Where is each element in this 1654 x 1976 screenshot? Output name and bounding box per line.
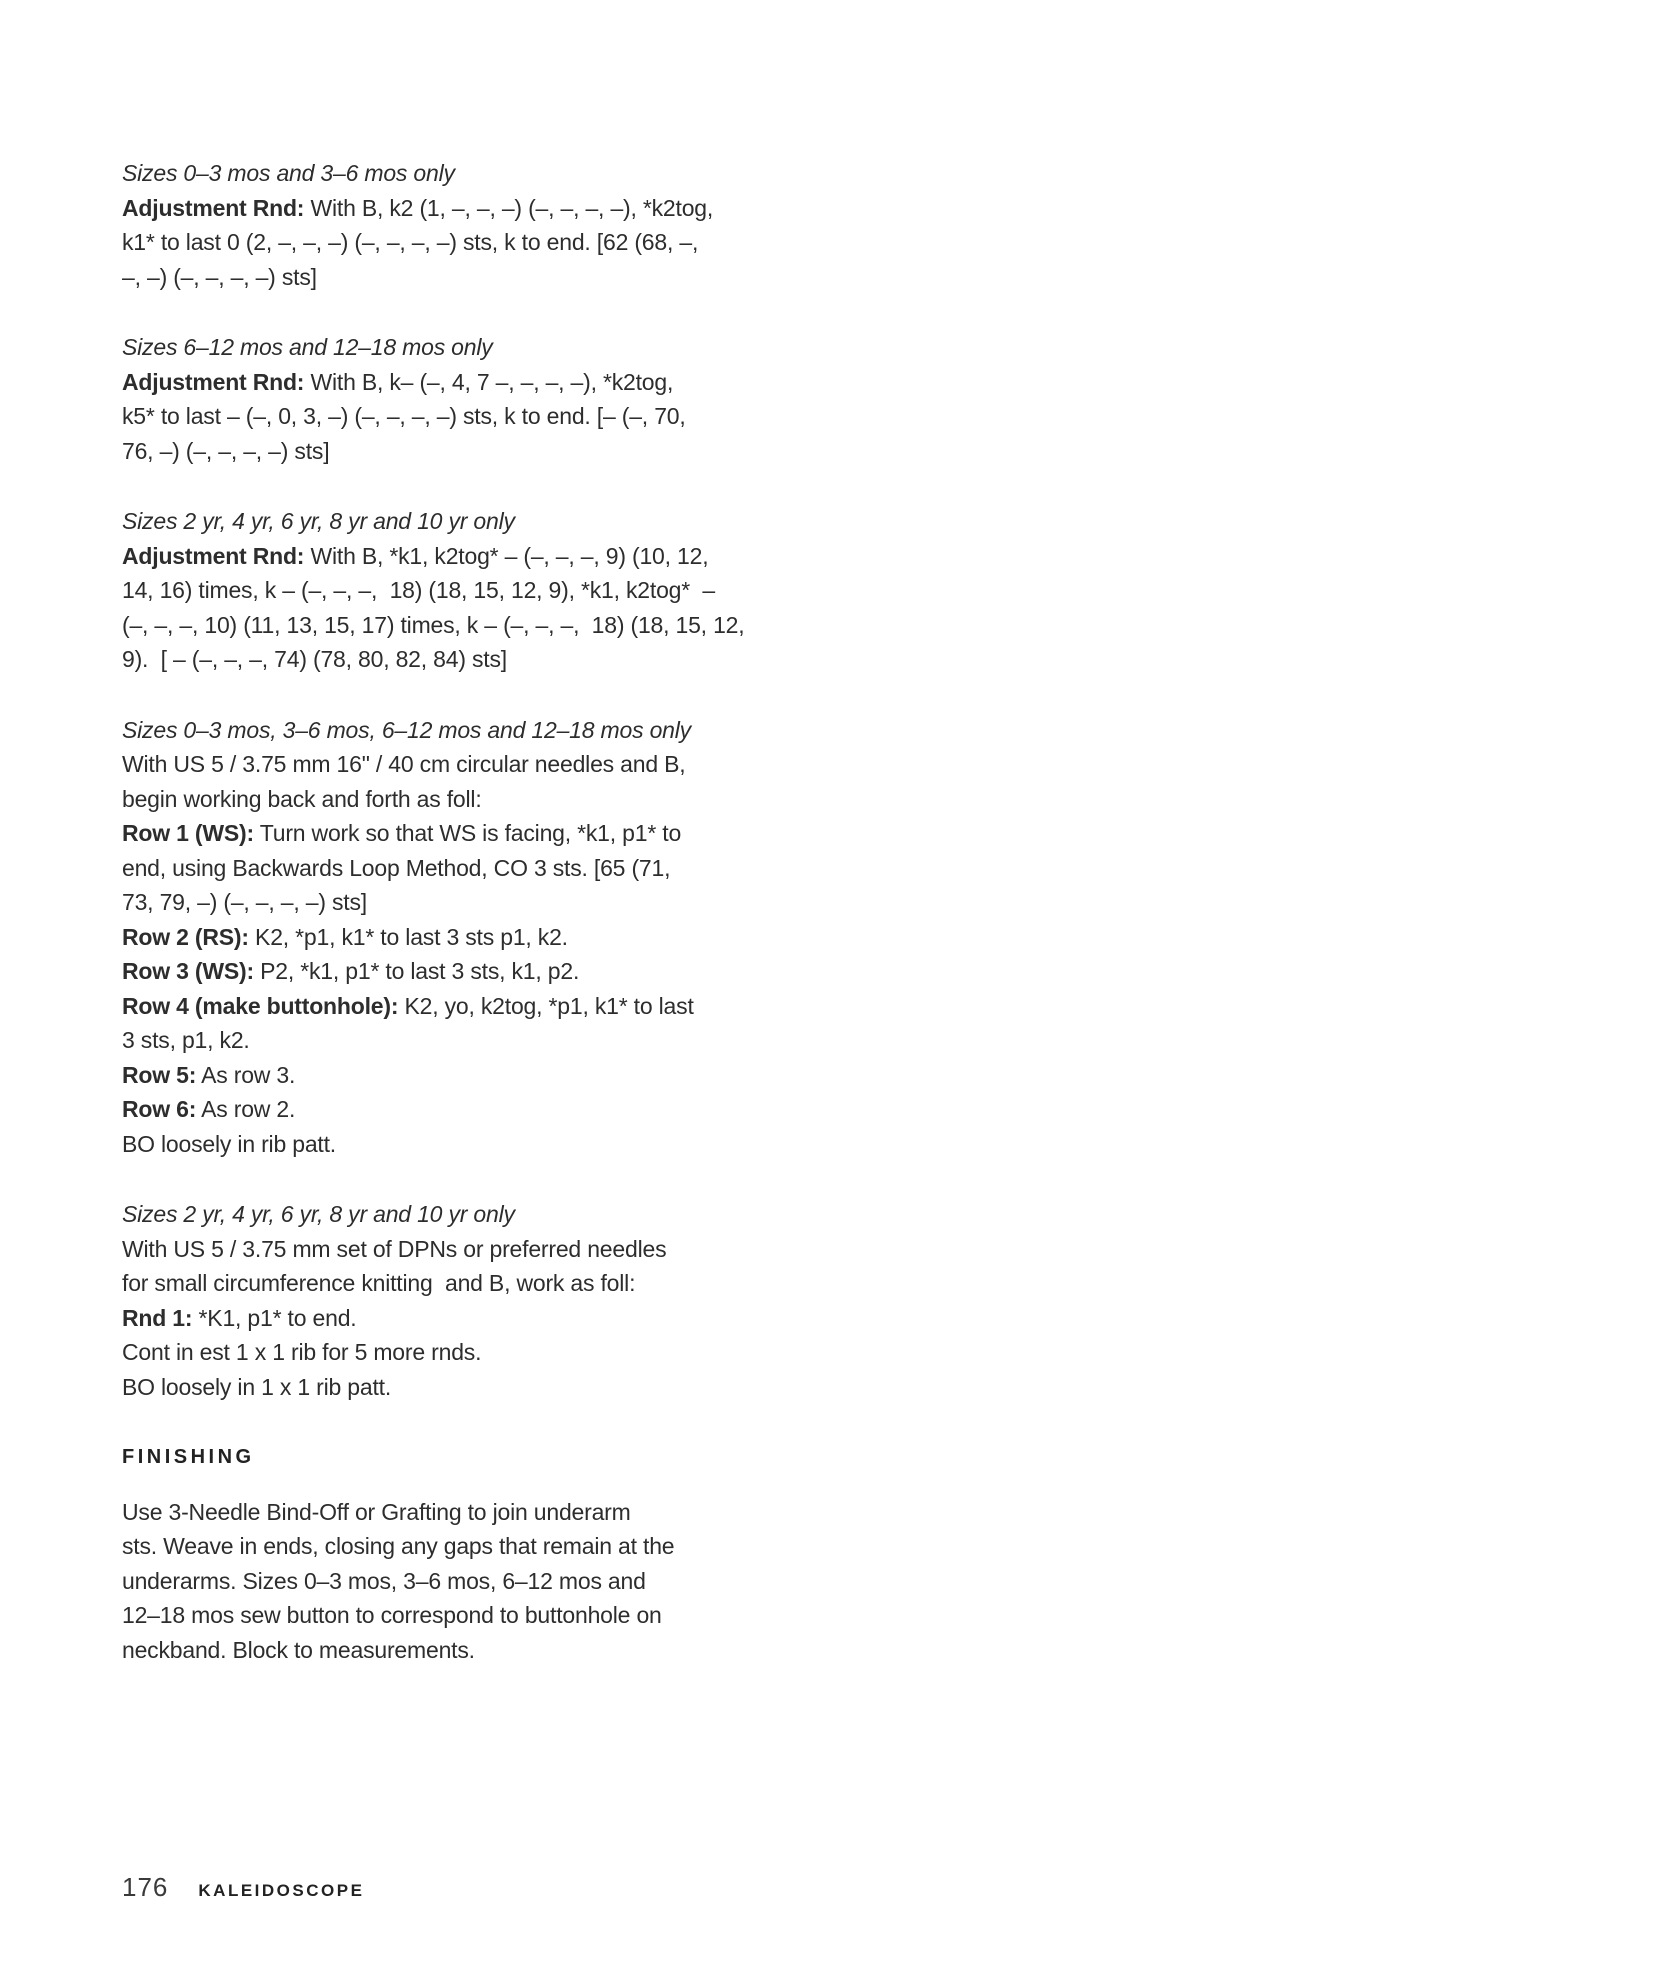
finishing-heading: FINISHING [122, 1446, 255, 1468]
finishing-line: neckband. Block to measurements. [122, 1636, 475, 1663]
pattern-line [122, 954, 744, 989]
pattern-line: 76, –) (–, –, –, –) sts] [122, 437, 330, 464]
instruction-label: Row 3 (WS): [122, 958, 254, 984]
page-footer [122, 1872, 364, 1903]
pattern-line [122, 1058, 744, 1093]
instruction-label: Row 5: [122, 1061, 197, 1088]
instruction-label: Row 1 (WS): [122, 820, 254, 846]
pattern-line [122, 1092, 744, 1127]
section-sizes-6-12-and-12-18-mos [122, 330, 744, 468]
section-sizes-0-3-and-3-6-mos [122, 156, 744, 294]
pattern-line: (–, –, –, 10) (11, 13, 15, 17) times, k – (–, –, –, 18) (18, 15, 12, [122, 611, 745, 638]
pattern-line: With US 5 / 3.75 mm 16" / 40 cm circular needles and B, [122, 751, 686, 777]
section-neckband-rows [122, 713, 744, 1162]
instruction-label: Row 2 (RS): [122, 923, 249, 950]
instruction-label: Adjustment Rnd: [122, 542, 305, 569]
instruction-text: *K1, p1* to end. [192, 1304, 357, 1331]
size-group-heading: Sizes 6–12 mos and 12–18 mos only [122, 334, 493, 360]
instruction-text: With B, k2 (1, –, –, –) (–, –, –, –), *k2tog, [304, 194, 714, 221]
pattern-line [122, 920, 744, 955]
section-sizes-2yr-to-10yr-adjustment [122, 504, 744, 677]
pattern-line: BO loosely in 1 x 1 rib patt. [122, 1373, 392, 1400]
instruction-label: Adjustment Rnd: [122, 368, 305, 395]
book-title: KALEIDOSCOPE [198, 1881, 365, 1900]
instruction-label: Row 4 (make buttonhole): [122, 992, 399, 1019]
pattern-line: for small circumference knitting and B, work as foll: [122, 1270, 636, 1296]
pattern-line: end, using Backwards Loop Method, CO 3 sts. [65 (71, [122, 854, 671, 881]
instruction-text: Turn work so that WS is facing, *k1, p1* to [253, 820, 682, 846]
section-neckband-rounds [122, 1197, 744, 1404]
instruction-text: With B, *k1, k2tog* – (–, –, –, 9) (10, 12, [304, 542, 709, 569]
instruction-text: As row 2. [196, 1096, 296, 1122]
instruction-text: K2, *p1, k1* to last 3 sts p1, k2. [248, 923, 568, 950]
finishing-line: underarms. Sizes 0–3 mos, 3–6 mos, 6–12 mos and [122, 1567, 646, 1594]
instruction-label: Adjustment Rnd: [122, 194, 305, 221]
pattern-content [122, 156, 744, 1667]
pattern-line [122, 365, 744, 400]
finishing-line: Use 3-Needle Bind-Off or Grafting to join underarm [122, 1498, 631, 1525]
pattern-line [122, 1301, 744, 1336]
pattern-line [122, 191, 744, 226]
instruction-label: Rnd 1: [122, 1304, 193, 1331]
pattern-line [122, 539, 744, 574]
pattern-line: BO loosely in rib patt. [122, 1130, 337, 1157]
pattern-line: 73, 79, –) (–, –, –, –) sts] [122, 889, 367, 915]
pattern-line: Cont in est 1 x 1 rib for 5 more rnds. [122, 1339, 482, 1365]
pattern-line: 9). [ – (–, –, –, 74) (78, 80, 82, 84) sts] [122, 646, 507, 672]
pattern-line: –, –) (–, –, –, –) sts] [122, 263, 317, 290]
pattern-line: k1* to last 0 (2, –, –, –) (–, –, –, –) sts, k to end. [62 (68, –, [122, 229, 699, 255]
pattern-line: k5* to last – (–, 0, 3, –) (–, –, –, –) sts, k to end. [– (–, 70, [122, 403, 686, 429]
finishing-line: 12–18 mos sew button to correspond to buttonhole on [122, 1602, 662, 1628]
size-group-heading: Sizes 0–3 mos and 3–6 mos only [122, 160, 455, 186]
pattern-line: 14, 16) times, k – (–, –, –, 18) (18, 15, 12, 9), *k1, k2tog* – [122, 577, 715, 603]
pattern-line [122, 816, 744, 851]
pattern-line: 3 sts, p1, k2. [122, 1027, 250, 1053]
page-number: 176 [122, 1872, 169, 1902]
pattern-line [122, 989, 744, 1024]
section-finishing [122, 1440, 744, 1667]
size-group-heading: Sizes 2 yr, 4 yr, 6 yr, 8 yr and 10 yr only [122, 508, 515, 534]
instruction-text: As row 3. [196, 1061, 296, 1088]
instruction-text: P2, *k1, p1* to last 3 sts, k1, p2. [253, 958, 580, 984]
instruction-label: Row 6: [122, 1096, 197, 1122]
size-group-heading: Sizes 2 yr, 4 yr, 6 yr, 8 yr and 10 yr only [122, 1201, 515, 1227]
size-group-heading: Sizes 0–3 mos, 3–6 mos, 6–12 mos and 12–18 mos only [122, 716, 691, 743]
finishing-line: sts. Weave in ends, closing any gaps that remain at the [122, 1533, 675, 1559]
pattern-line: begin working back and forth as foll: [122, 785, 482, 812]
pattern-line: With US 5 / 3.75 mm set of DPNs or preferred needles [122, 1235, 667, 1262]
instruction-text: With B, k– (–, 4, 7 –, –, –, –), *k2tog, [304, 368, 674, 395]
instruction-text: K2, yo, k2tog, *p1, k1* to last [398, 992, 694, 1019]
